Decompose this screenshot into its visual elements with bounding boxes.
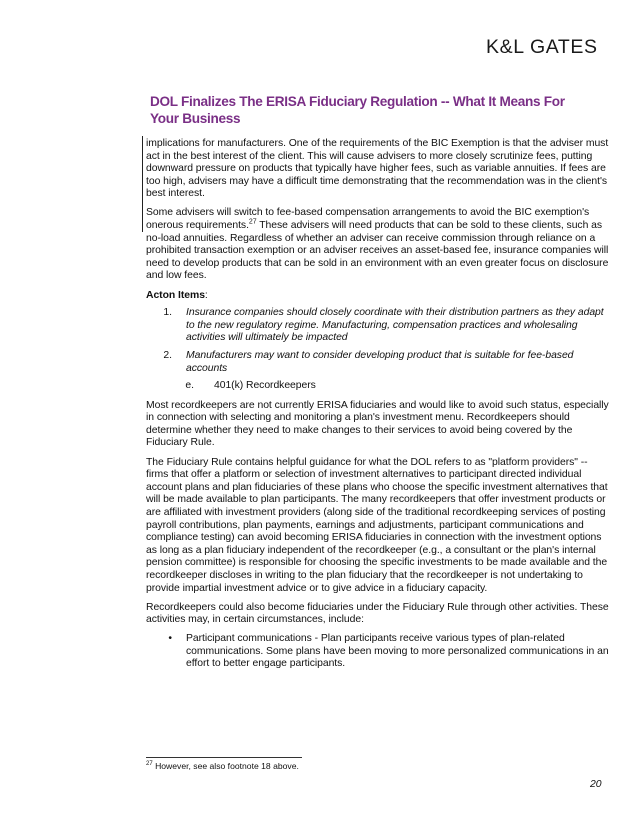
title-line-2: Your Business: [150, 111, 241, 126]
section-heading-recordkeepers: [146, 380, 611, 393]
firm-logo: K&L GATES: [486, 36, 598, 58]
page-title: [150, 93, 610, 127]
section-letter: e.: [185, 380, 194, 392]
bullet-icon: •: [168, 633, 172, 645]
list-item: [146, 307, 611, 345]
bullet-list: [146, 633, 611, 671]
section-title: 401(k) Recordkeepers: [214, 380, 316, 392]
paragraph-5: Recordkeepers could also become fiduciaries under the Fiduciary Rule through other activities. These activities may, in certain circumstances, include:: [146, 601, 609, 626]
list-item: [146, 350, 611, 375]
list-item-number: 1.: [163, 307, 172, 319]
footnote-ref-27[interactable]: 27: [248, 218, 257, 226]
change-bar: [142, 136, 143, 232]
paragraph-2: [146, 207, 611, 283]
paragraph-2-part-a: Some advisers will switch to fee-based compensation arrangements to avoid the BIC exemption's onerous requirements.: [146, 207, 590, 232]
paragraph-3: Most recordkeepers are not currently ERISA fiduciaries and would like to avoid such status, especially in connection with selecting and monitoring a plan's investment menu. Recordkeepers should determine whether they need to make changes to their services to avoid being covered by the Fiduciary Rule.: [146, 399, 609, 449]
list-item: [146, 633, 611, 671]
action-items-label: Acton Items: [146, 289, 205, 301]
paragraph-4: The Fiduciary Rule contains helpful guidance for what the DOL refers to as "platform providers" -- firms that offer a platform or selection of investment alternatives to participant directed individual account plans and plan fiduciaries of these plans who choose the specific investment alternatives that will be made available to plan participants. The many recordkeepers that offer investment products or are affiliated with investment providers (along side of the traditional recordkeeping services of posting payroll contributions, plan payments, earnings and adjustments, participant communications and compliance testing) can avoid becoming ERISA fiduciaries in connection with the investment options as long as a plan fiduciary independent of the recordkeeper (e.g., a consultant or the plan's internal pension committee) is responsible for choosing the specific investments to be made available and the recordkeeper discloses in writing to the plan fiduciary that the recordkeeper is not undertaking to provide impartial investment advice or to give advice in a fiduciary capacity.: [146, 456, 608, 594]
footnote: [146, 761, 299, 771]
list-item-number: 2.: [163, 349, 172, 361]
action-items-colon: :: [204, 289, 208, 301]
action-items-heading: [146, 290, 611, 303]
action-items-list: [146, 307, 611, 375]
list-item-text: Insurance companies should closely coordinate with their distribution partners as they adapt to the new regulatory regime. Manufacturing, compensation practices and wholesaling activities will ultimately be impacted: [186, 307, 604, 344]
paragraph-1: implications for manufacturers. One of the requirements of the BIC Exemption is that the adviser must act in the best interest of the client. This will cause advisers to more closely scrutinize fees, putting downward pressure on products that typically have higher fees, such as variable annuities. If fees are too high, advisers may have a difficult time demonstrating that the recommendation was in the client's best interest.: [146, 138, 609, 200]
list-item-text: Participant communications - Plan participants receive various types of plan-related communications. Some plans have been moving to more personalized communications in an effort to better engage participants.: [186, 633, 609, 670]
list-item-text: Manufacturers may want to consider developing product that is suitable for fee-based accounts: [186, 349, 574, 374]
footnote-number: 27: [146, 761, 153, 768]
page-number: 20: [590, 779, 602, 790]
body-content: [146, 138, 611, 671]
title-line-1: DOL Finalizes The ERISA Fiduciary Regulation -- What It Means For: [150, 94, 565, 109]
footnote-text: However, see also footnote 18 above.: [152, 761, 299, 771]
footnote-divider: [146, 757, 302, 758]
paragraph-2-part-b: These advisers will need products that can be sold to these clients, such as no-load annuities. Regardless of whether an adviser can receive commission through reliance on a prohibited transaction exemption or an adviser receives an asset-based fee, insurance companies will need to develop products that can be sold in an environment with an even greater focus on disclosure and low fees.: [146, 220, 609, 282]
